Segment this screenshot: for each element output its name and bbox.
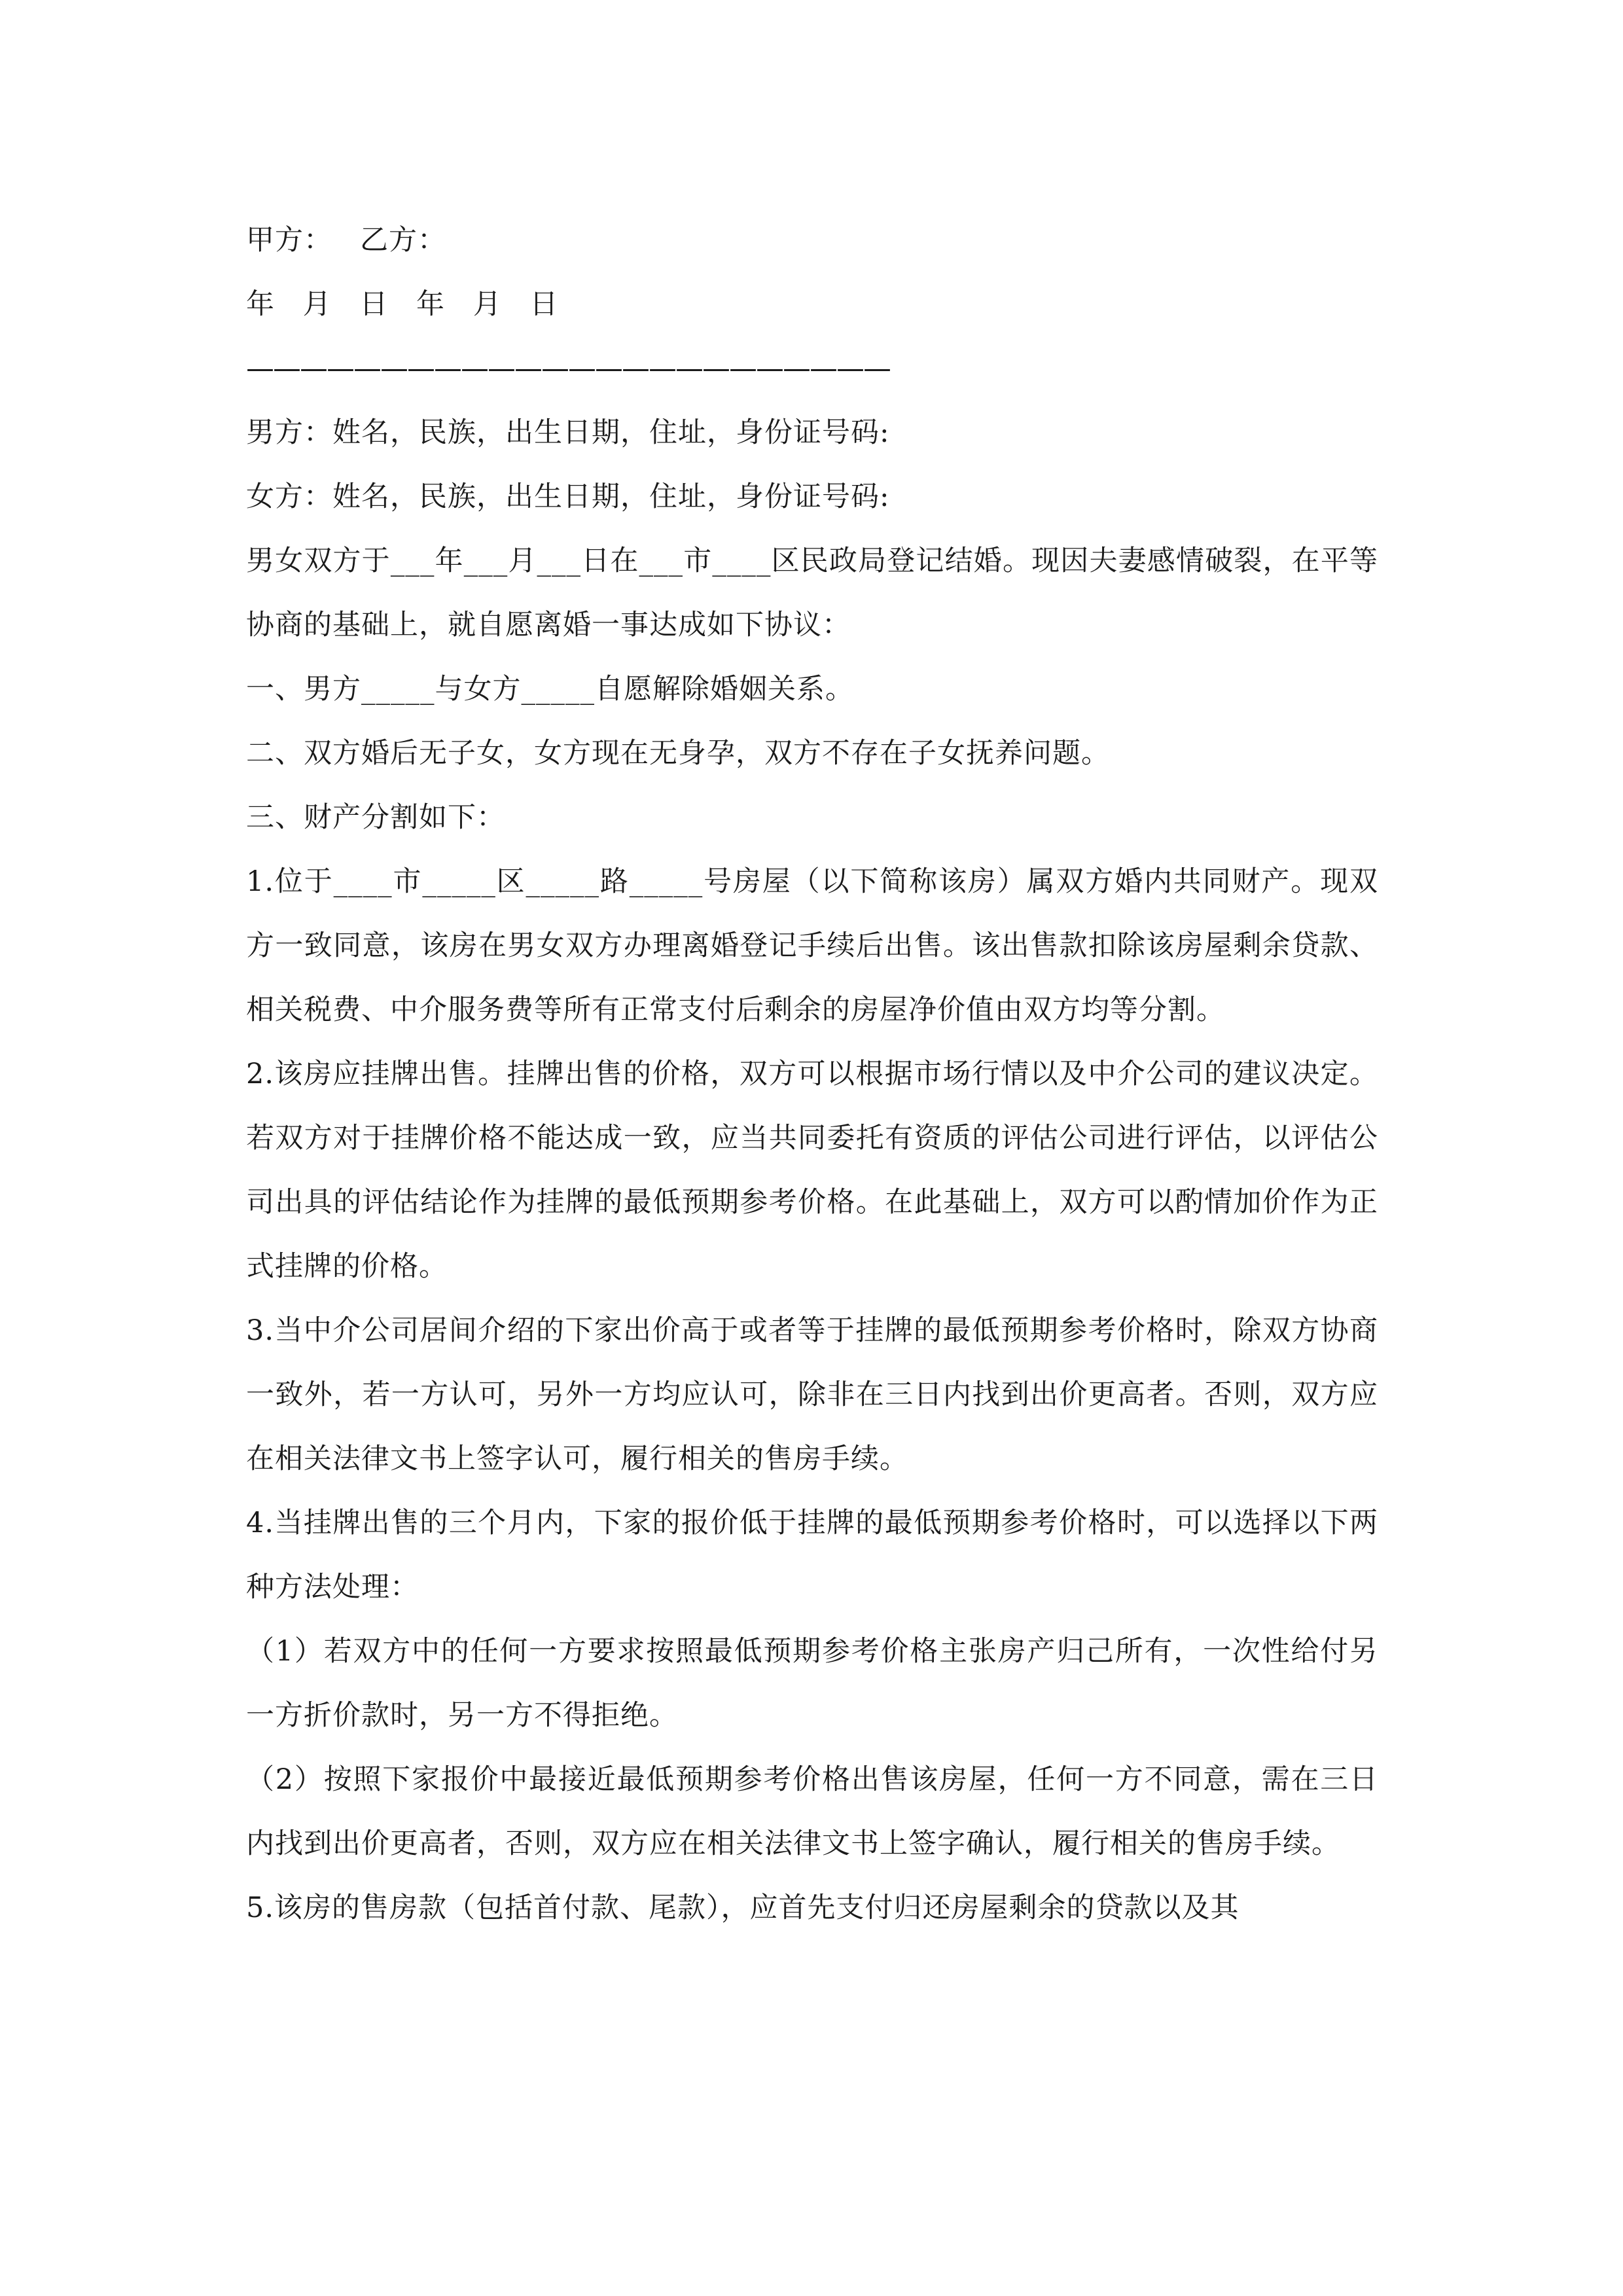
property-item-4: 4.当挂牌出售的三个月内，下家的报价低于挂牌的最低预期参考价格时，可以选择以下两种方法处理：	[246, 1507, 1378, 1604]
property-item-5: 5.该房的售房款（包括首付款、尾款），应首先支付归还房屋剩余的贷款以及其	[246, 1892, 1240, 1924]
date-month-a: 月	[302, 288, 332, 321]
property-item-4-option-1: （1）若双方中的任何一方要求按照最低预期参考价格主张房产归己所有，一次性给付另一方折价款时，另一方不得拒绝。	[246, 1635, 1378, 1732]
date-day-b: 日	[529, 288, 559, 321]
female-info: 女方：姓名，民族，出生日期，住址，身份证号码:	[246, 480, 890, 513]
signature-row	[246, 208, 1378, 272]
date-month-b: 月	[473, 288, 502, 321]
agreement-body	[246, 208, 1378, 1940]
divider-line: ————————————————————————	[246, 352, 890, 385]
clause-2: 二、双方婚后无子女，女方现在无身孕，双方不存在子女抚养问题。	[246, 737, 1110, 770]
property-item-1: 1.位于____市_____区_____路_____号房屋（以下简称该房）属双方婚内共同财产。现双方一致同意，该房在男女双方办理离婚登记手续后出售。该出售款扣除该房屋剩余贷款、相关税费、中介服务费等所有正常支付后剩余的房屋净价值由双方均等分割。	[246, 865, 1378, 1026]
date-day-a: 日	[359, 288, 389, 321]
date-row	[246, 272, 1378, 336]
party-b-label: 乙方：	[360, 224, 446, 257]
property-item-4-option-2: （2）按照下家报价中最接近最低预期参考价格出售该房屋，任何一方不同意，需在三日内找到出价更高者，否则，双方应在相关法律文书上签字确认，履行相关的售房手续。	[246, 1763, 1378, 1860]
marriage-registration: 男女双方于___年___月___日在___市____区民政局登记结婚。现因夫妻感情破裂，在平等协商的基础上，就自愿离婚一事达成如下协议：	[246, 545, 1378, 641]
clause-3-heading: 三、财产分割如下：	[246, 801, 505, 834]
property-item-2: 2.该房应挂牌出售。挂牌出售的价格，双方可以根据市场行情以及中介公司的建议决定。若双方对于挂牌价格不能达成一致，应当共同委托有资质的评估公司进行评估，以评估公司出具的评估结论作为挂牌的最低预期参考价格。在此基础上，双方可以酌情加价作为正式挂牌的价格。	[246, 1058, 1378, 1283]
male-info: 男方：姓名，民族，出生日期，住址，身份证号码:	[246, 416, 890, 449]
clause-1: 一、男方_____与女方_____自愿解除婚姻关系。	[246, 673, 854, 706]
date-year-a: 年	[246, 288, 275, 321]
party-a-label: 甲方：	[246, 224, 332, 257]
property-item-3: 3.当中介公司居间介绍的下家出价高于或者等于挂牌的最低预期参考价格时，除双方协商一致外，若一方认可，另外一方均应认可，除非在三日内找到出价更高者。否则，双方应在相关法律文书上签字认可，履行相关的售房手续。	[246, 1314, 1378, 1475]
date-year-b: 年	[416, 288, 446, 321]
